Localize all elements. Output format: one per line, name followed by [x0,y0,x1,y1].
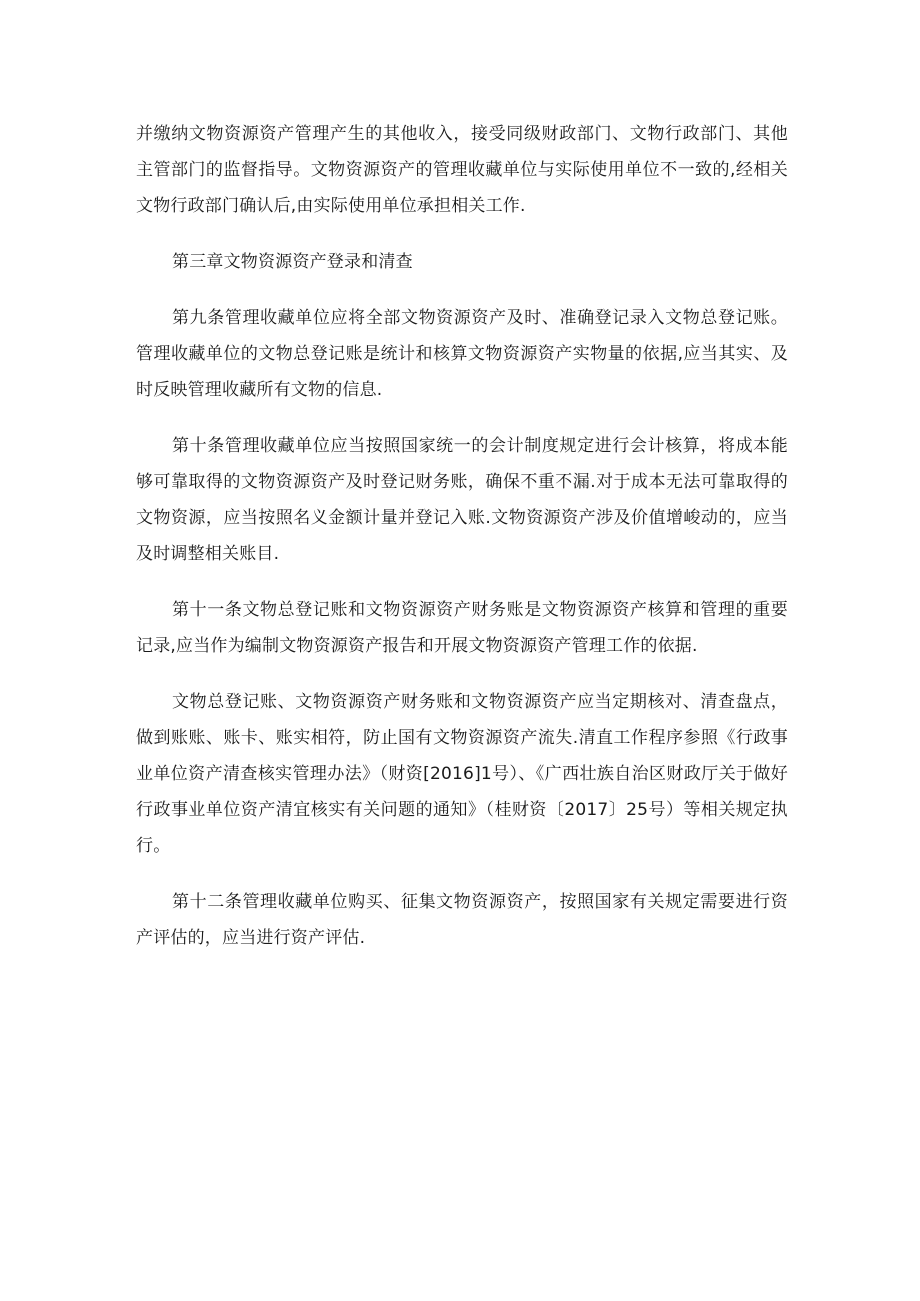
reconciliation-paragraph: 文物总登记账、文物资源资产财务账和文物资源资产应当定期核对、清查盘点，做到账账、账卡、账实相符，防止国有文物资源资产流失.清直工作程序参照《行政事业单位资产清查核实管理办法》（财资[2016]1号）、《广西壮族自治区财政厅关于做好行政事业单位资产清宜核实有关问题的通知》（桂财资〔2017〕25号）等相关规定执行。 [136,692,788,856]
article-11: 第十一条文物总登记账和文物资源资产财务账是文物资源资产核算和管理的重要记录,应当作为编制文物资源资产报告和开展文物资源资产管理工作的依据. [136,600,788,656]
article-12: 第十二条管理收藏单位购买、征集文物资源资产，按照国家有关规定需要进行资产评估的，应当进行资产评估. [136,892,788,948]
article-10: 第十条管理收藏单位应当按照国家统一的会计制度规定进行会计核算，将成本能够可靠取得的文物资源资产及时登记财务账，确保不重不漏.对于成本无法可靠取得的文物资源，应当按照名义金额计量并登记入账.文物资源资产涉及价值增峻动的，应当及时调整相关账目. [136,436,788,564]
document-body [136,116,788,956]
article-9: 第九条管理收藏单位应将全部文物资源资产及时、准确登记录入文物总登记账。管理收藏单位的文物总登记账是统计和核算文物资源资产实物量的依据,应当其实、及时反映管理收藏所有文物的信息. [136,308,788,400]
paragraph-continuation: 并缴纳文物资源资产管理产生的其他收入，接受同级财政部门、文物行政部门、其他主管部门的监督指导。文物资源资产的管理收藏单位与实际使用单位不一致的,经相关文物行政部门确认后,由实际使用单位承担相关工作. [136,124,788,216]
chapter-heading: 第三章文物资源资产登录和清查 [172,252,413,272]
